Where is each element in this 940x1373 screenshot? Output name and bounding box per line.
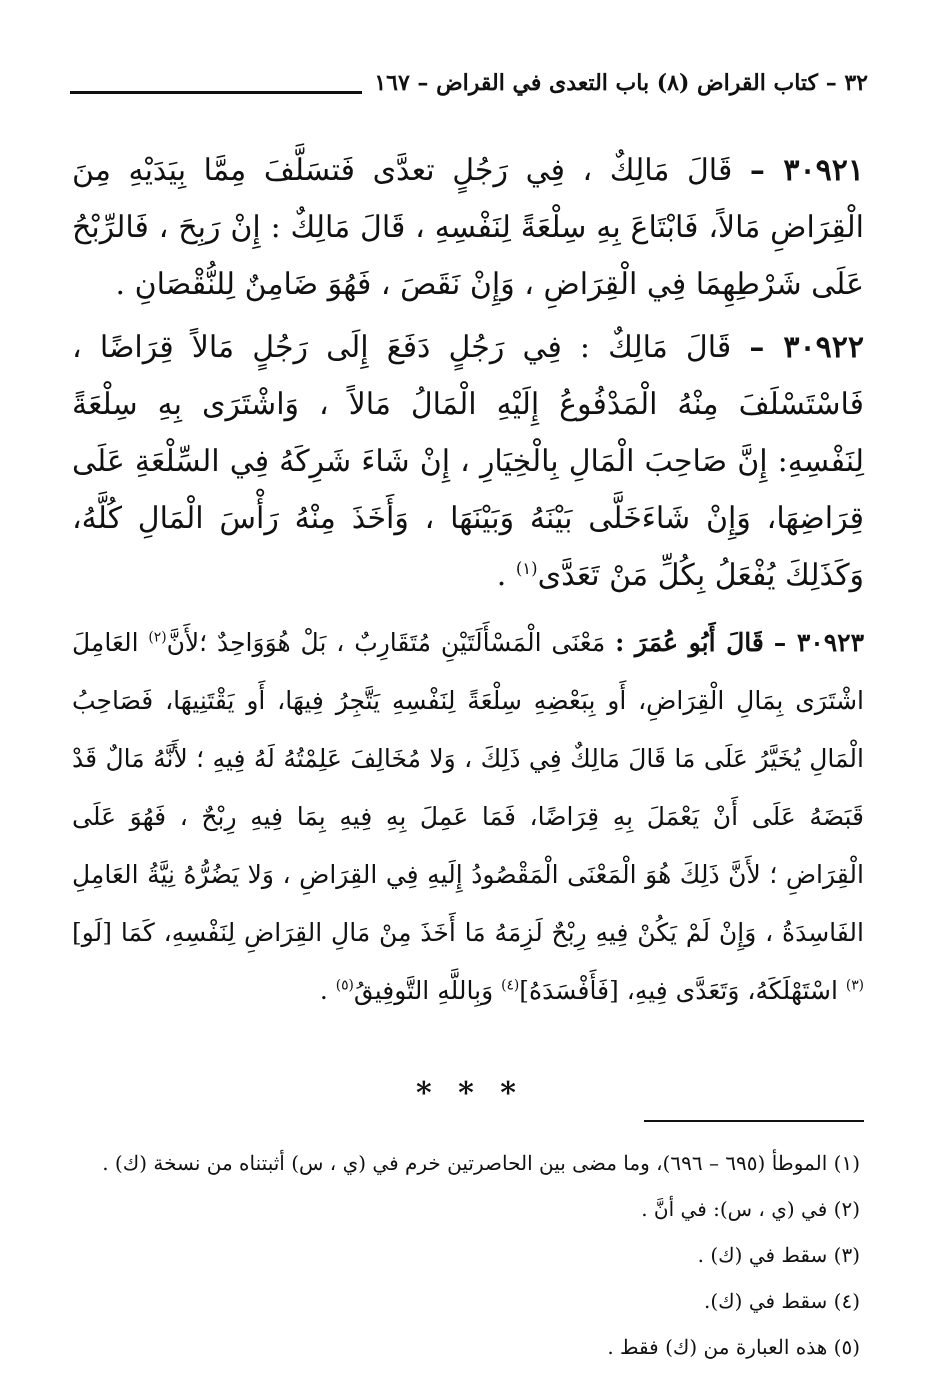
paragraph-tail: . — [319, 976, 336, 1005]
footnote-ref-5[interactable]: (٥) — [335, 977, 354, 994]
header-rule — [70, 91, 362, 94]
footnote-ref-2[interactable]: (٢) — [148, 629, 167, 646]
paragraph-text-c: اسْتَهْلَكَهُ، وَتَعَدَّى فِيهِ، [فَأَفْسَدَهُ] — [519, 976, 846, 1005]
header-title: ٣٢ – كتاب القراض (٨) باب التعدى في القراض – ١٦٧ — [374, 70, 868, 96]
footnotes — [80, 1140, 860, 1370]
footnote-3: (٣) سقط في (ك) . — [697, 1243, 860, 1267]
paragraph-text-b: العَامِلَ اشْتَرَى بِمَالِ الْقِرَاضِ، أَو بِبَعْضِهِ سِلْعَةً لِنَفْسِهِ يَتَّجِرُ فِيهَا، أَو يَقْتَنِيهَا، فَصَاحِبُ الْمَالِ يُخَيَّرُ عَلَى مَا قَالَ مَالِكٌ فِي ذَلِكَ ، وَلا مُخَالِفَ عَلِمْتُهُ لَهُ فِيهِ ؛ لأَنَّهُ مَالٌ قَدْ قَبَضَهُ عَلَى أَنْ يَعْمَلَ بِهِ قِرَاضًا، فَمَا عَمِلَ بِهِ فِيهِ بِمَا فِيهِ رِبْحٌ ، فَهُوَ عَلَى الْقِرَاضِ ؛ لأَنَّ ذَلِكَ هُوَ الْمَعْنَى الْمَقْصُودُ إِلَيهِ فِي القِرَاضِ ، وَلا يَضُرُّهُ نِيَّةُ العَامِلِ الفَاسِدَةُ ، وَإِنْ لَمْ يَكُنْ فِيهِ رِبْحٌ لَزِمَهُ مَا أَخَذَ مِنْ مَالِ القِرَاضِ لِنَفْسِهِ، كَمَا [لَو] — [72, 628, 864, 947]
paragraph-text: قَالَ مَالِكٌ : فِي رَجُلٍ دَفَعَ إِلَى رَجُلٍ مَالاً قِرَاضًا ، فَاسْتَسْلَفَ مِنْهُ الْمَدْفُوعُ إِلَيْهِ الْمَالُ مَالاً ، وَاشْتَرَى بِهِ سِلْعَةً لِنَفْسِهِ: إِنَّ صَاحِبَ الْمَالِ بِالْخِيَارِ ، إِنْ شَاءَ شَرِكَهُ فِي السِّلْعَةِ عَلَى قِرَاضِهَا، وَإِنْ شَاءَخَلَّى بَيْنَهُ وَبَيْنَهَا ، وَأَخَذَ مِنْهُ رَأْسَ الْمَالِ كُلَّهُ، وَكَذَلِكَ يُفْعَلُ بِكُلِّ مَنْ تَعَدَّى — [72, 330, 864, 593]
paragraph-number: ٣٠٩٢٣ – — [773, 628, 864, 657]
footnote-5: (٥) هذه العبارة من (ك) فقط . — [607, 1335, 860, 1359]
paragraph-number: ٣٠٩٢٢ – — [749, 330, 864, 365]
paragraph-30922 — [72, 319, 864, 604]
running-header — [70, 58, 868, 98]
paragraph-30921 — [72, 142, 864, 313]
footnote-2: (٢) في (ي ، س): في أنَّ . — [641, 1197, 860, 1221]
paragraph-text: قَالَ مَالِكٌ ، فِي رَجُلٍ تعدَّى فَتسَلَّفَ مِمَّا بِيَدَيْهِ مِنَ الْقِرَاضِ مَالاً، فَابْتَاعَ بِهِ سِلْعَةً لِنَفْسِهِ ، قَالَ مَالِكٌ : إِنْ رَبِحَ ، فَالرِّبْحُ عَلَى شَرْطِهِمَا فِي الْقِرَاضِ ، وَإِنْ نَقَصَ ، فَهُوَ ضَامِنٌ لِلنُّقْصَانِ . — [72, 153, 864, 302]
paragraph-number: ٣٠٩٢١ – — [749, 153, 864, 188]
main-text — [72, 142, 864, 1026]
footnote-ref-1[interactable]: (١) — [515, 559, 538, 578]
footnote-ref-4[interactable]: (٤) — [501, 977, 520, 994]
paragraph-30923 — [72, 614, 864, 1020]
speaker: قَالَ أَبُو عُمَرَ : — [615, 628, 764, 657]
paragraph-text-d: وَبِاللَّهِ التَّوفِيقُ — [353, 976, 502, 1005]
paragraph-tail: . — [496, 558, 516, 593]
footnote-4: (٤) سقط في (ك). — [704, 1289, 860, 1313]
footnote-1: (١) الموطأ (٦٩٥ – ٦٩٦)، وما مضى بين الحاصرتين خرم في (ي ، س) أثبتناه من نسخة (ك) . — [102, 1151, 860, 1175]
section-separator: * * * — [416, 1076, 524, 1111]
footnote-rule — [644, 1120, 864, 1122]
paragraph-text-a: مَعْنَى الْمَسْأَلَتَيْنِ مُتَقَارِبٌ ، بَلْ هُوَوَاحِدٌ ؛لأَنَّ — [166, 628, 616, 657]
footnote-ref-3[interactable]: (٣) — [845, 977, 864, 994]
